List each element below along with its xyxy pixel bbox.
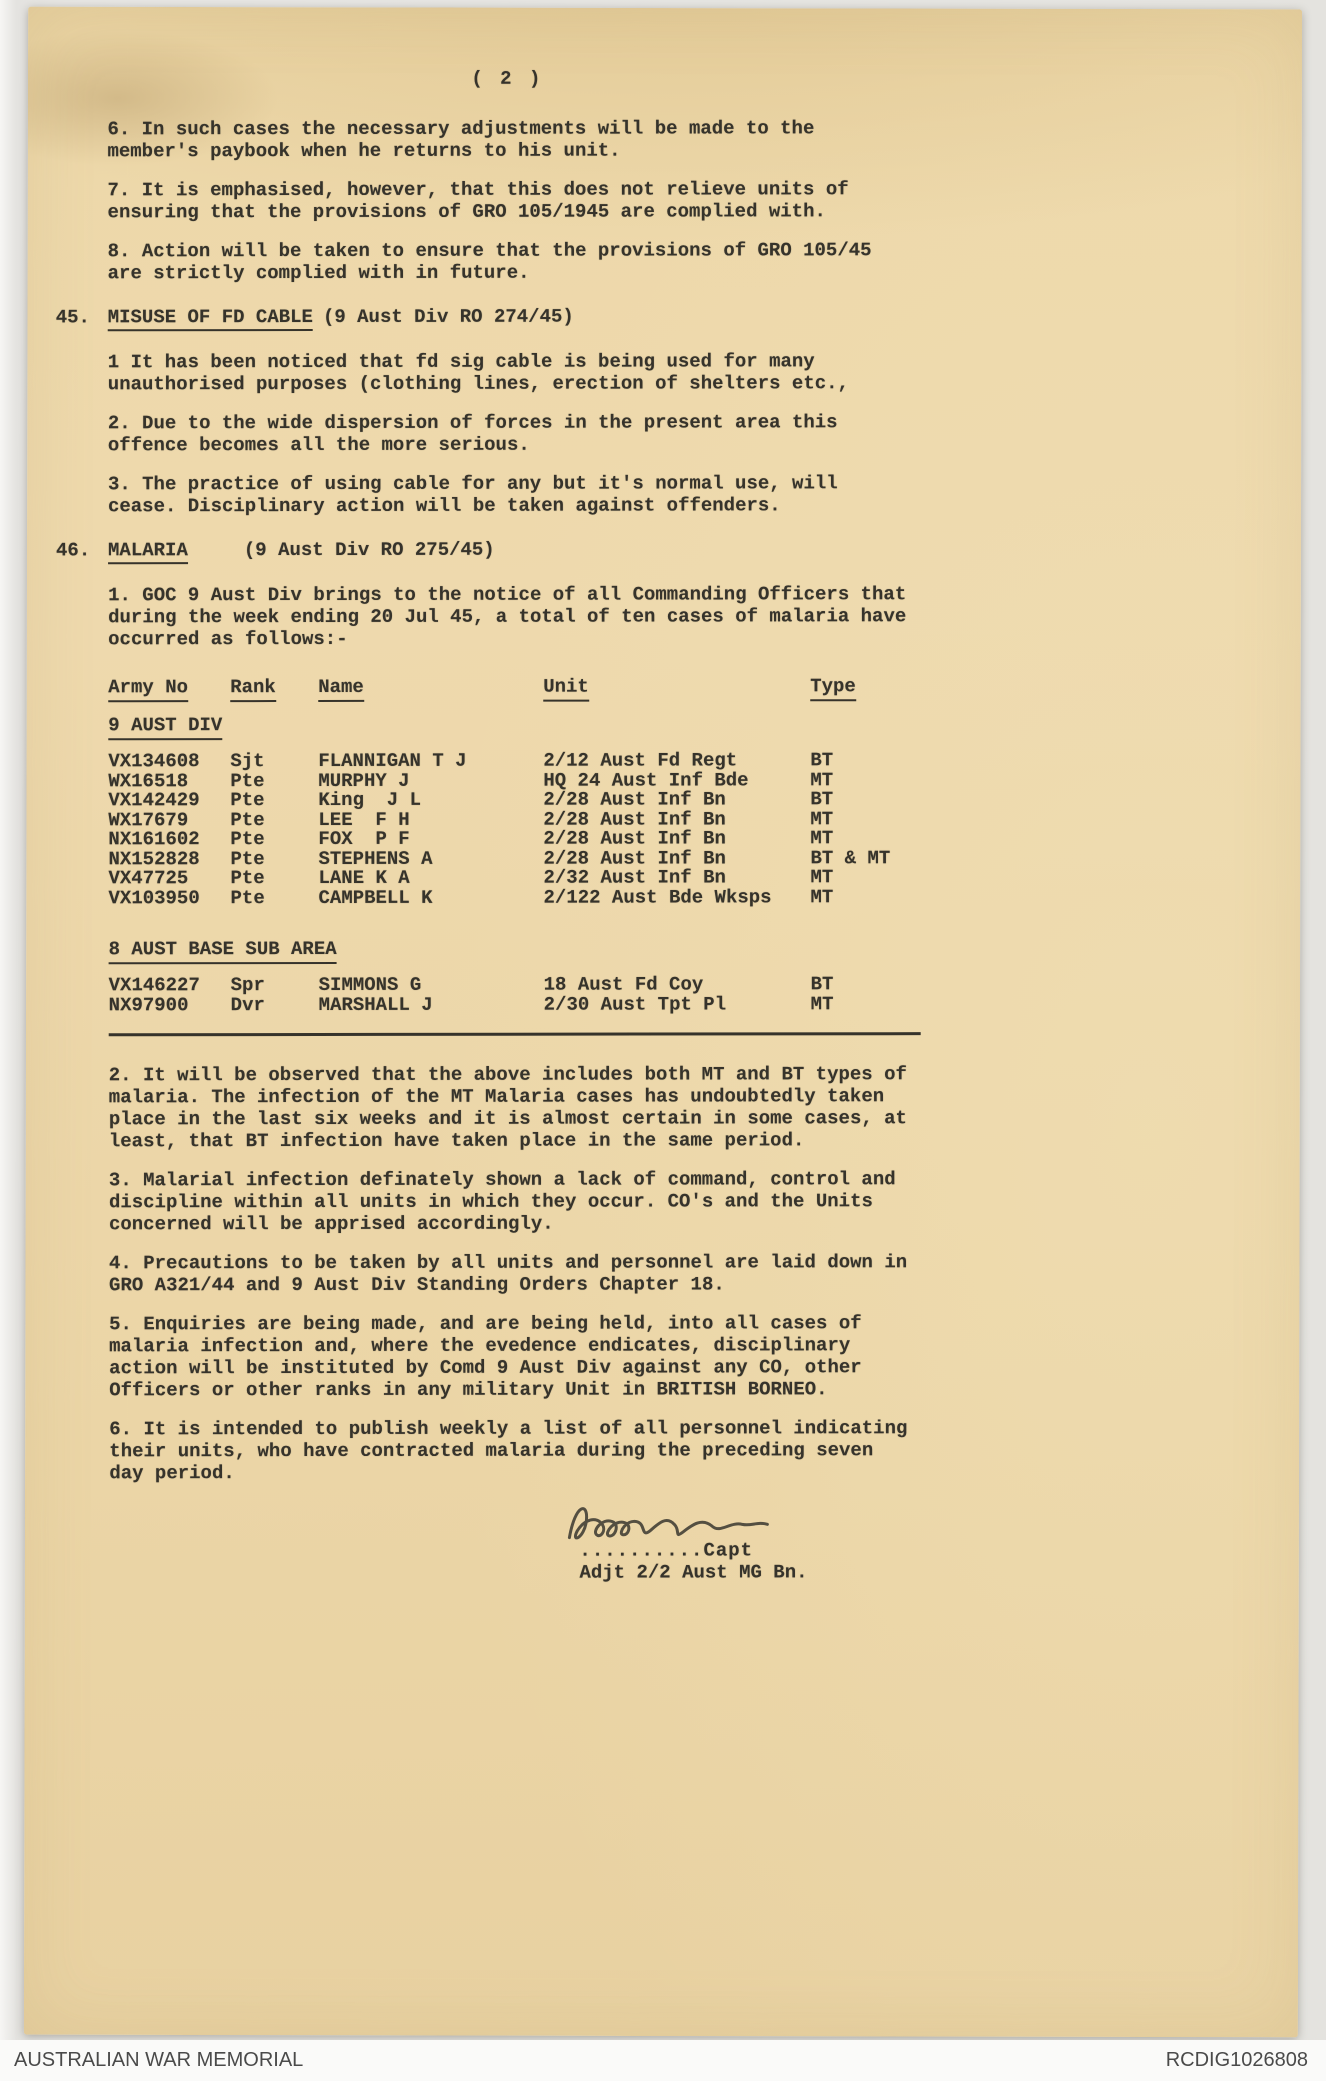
table-group-heading xyxy=(109,937,939,960)
unit: 2/28 Aust Inf Bn xyxy=(543,788,726,811)
name: MARSHALL J xyxy=(318,993,433,1016)
type: MT xyxy=(810,866,834,889)
section-46-heading xyxy=(56,538,938,564)
section-46-paragraph-4: 4. Precautions to be taken by all units and personnel are laid down in GRO A321/44 and 9 Aust Div Standing Orders Chapter 18. xyxy=(109,1251,908,1297)
section-45-title: MISUSE OF FD CABLE xyxy=(108,306,313,331)
army-no: WX17679 xyxy=(108,808,189,831)
type: MT xyxy=(810,885,834,908)
name: MURPHY J xyxy=(318,769,410,792)
section-45-paragraph-1: 1 It has been noticed that fd sig cable is being used for many unauthorised purposes (clothing lines, erection of shelters etc., xyxy=(107,350,849,396)
unit: 2/28 Aust Inf Bn xyxy=(543,827,726,850)
type: BT & MT xyxy=(810,846,891,869)
rank: Pte xyxy=(230,886,265,909)
table-row xyxy=(108,992,939,1016)
army-no: NX152828 xyxy=(108,847,200,870)
section-45-number: 45. xyxy=(55,306,90,329)
name: STEPHENS A xyxy=(318,847,433,870)
column-header-army-no: Army No xyxy=(108,676,188,702)
section-46-paragraph-6: 6. It is intended to publish weekly a list of all personnel indicating their units, who have contracted malaria during the preceding seven day period. xyxy=(109,1417,908,1485)
unit: 2/28 Aust Inf Bn xyxy=(543,846,726,870)
army-no: NX97900 xyxy=(108,993,189,1016)
army-no: WX16518 xyxy=(108,769,189,792)
unit: 2/12 Aust Fd Regt xyxy=(543,749,738,772)
type: BT xyxy=(810,788,834,811)
type: MT xyxy=(810,807,834,830)
unit: HQ 24 Aust Inf Bde xyxy=(543,768,749,792)
rank: Pte xyxy=(230,867,265,890)
table-row xyxy=(108,885,938,909)
section-46-paragraph-5: 5. Enquiries are being made, and are being held, into all cases of malaria infection and, where the evedence endicates, disciplinary action will be instituted by Comd 9 Aust Div against any CO, other Officers or other ranks in any military Unit in BRITISH BORNEO. xyxy=(109,1312,862,1402)
army-no: NX161602 xyxy=(108,828,200,851)
type: MT xyxy=(810,768,834,791)
unit: 2/28 Aust Inf Bn xyxy=(543,807,726,831)
unit: 2/122 Aust Bde Wksps xyxy=(543,885,772,909)
army-no: VX134608 xyxy=(108,750,200,773)
type: MT xyxy=(810,827,834,850)
section-46-paragraph-3: 3. Malarial infection definately shown a lack of command, control and discipline within all units in which they occur. CO's and the Units concerned will be apprised accordingly. xyxy=(108,1168,896,1236)
group-label-8-aust-base-sub-area: 8 AUST BASE SUB AREA xyxy=(109,938,337,964)
rank: Pte xyxy=(230,808,265,831)
rank: Pte xyxy=(230,769,265,792)
army-no: VX146227 xyxy=(108,974,200,997)
rank: Sjt xyxy=(230,750,265,773)
section-46-lead-paragraph: 1. GOC 9 Aust Div brings to the notice of all Commanding Officers that during the week ending 20 Jul 45, a total of ten cases of malaria have occurred as follows:- xyxy=(108,583,907,651)
section-46-title: MALARIA xyxy=(108,539,188,564)
name: LANE K A xyxy=(318,866,410,889)
archive-footer-bar xyxy=(0,2040,1326,2081)
column-header-name: Name xyxy=(318,676,364,702)
rank: Pte xyxy=(230,847,265,870)
name: FOX P F xyxy=(318,827,410,850)
name: SIMMONS G xyxy=(318,973,422,996)
name: LEE F H xyxy=(318,808,410,831)
table-bottom-rule xyxy=(109,1032,921,1036)
column-header-rank: Rank xyxy=(230,676,276,702)
unit: 2/30 Aust Tpt Pl xyxy=(543,992,727,1016)
paragraph-7: 7. It is emphasised, however, that this does not relieve units of ensuring that the provisions of GRO 105/1945 are complied with. xyxy=(107,178,849,224)
archive-name: AUSTRALIAN WAR MEMORIAL xyxy=(14,2049,304,2071)
section-45-reference: (9 Aust Div RO 274/45) xyxy=(322,305,574,328)
army-no: VX103950 xyxy=(108,886,200,909)
section-46-paragraph-2: 2. It will be observed that the above includes both MT and BT types of malaria. The infection of the MT Malaria cases has undoubtedly taken place in the last six weeks and it is almost certain in some cases, at least, that BT infection have taken place in the same period. xyxy=(108,1063,907,1153)
signature-block xyxy=(579,1539,939,1584)
typed-content xyxy=(55,67,939,1584)
army-no: VX142429 xyxy=(108,789,200,812)
signature-rank-line: ..........Capt xyxy=(579,1539,754,1562)
unit: 18 Aust Fd Coy xyxy=(543,973,704,996)
section-45-paragraph-2: 2. Due to the wide dispersion of forces in the present area this offence becomes all the more serious. xyxy=(107,411,838,457)
table-header-row xyxy=(108,675,938,702)
name: King J L xyxy=(318,788,422,811)
unit: 2/32 Aust Inf Bn xyxy=(543,866,726,889)
type: BT xyxy=(810,973,834,996)
scanned-document-page xyxy=(24,7,1302,2038)
section-46-reference: (9 Aust Div RO 275/45) xyxy=(243,538,495,562)
type: BT xyxy=(810,749,834,772)
paragraph-6: 6. In such cases the necessary adjustments will be made to the member's paybook when he returns to his unit. xyxy=(107,117,815,163)
rank: Pte xyxy=(230,828,265,851)
name: CAMPBELL K xyxy=(318,886,433,909)
signature-title-line: Adjt 2/2 Aust MG Bn. xyxy=(579,1561,808,1584)
type: MT xyxy=(810,992,834,1015)
rank: Pte xyxy=(230,789,265,812)
table-group-heading xyxy=(108,713,938,736)
section-45-paragraph-3: 3. The practice of using cable for any but it's normal use, will cease. Disciplinary action will be taken against offenders. xyxy=(107,472,838,518)
column-header-unit: Unit xyxy=(543,676,589,702)
handwritten-signature xyxy=(561,1493,791,1557)
column-header-type: Type xyxy=(810,675,856,701)
army-no: VX47725 xyxy=(108,867,189,890)
group-label-9-aust-div: 9 AUST DIV xyxy=(108,714,222,740)
archive-reference-id: RCDIG1026808 xyxy=(1165,2049,1308,2071)
rank: Spr xyxy=(230,974,265,997)
page-number: ( 2 ) xyxy=(471,67,544,90)
paragraph-8: 8. Action will be taken to ensure that the provisions of GRO 105/45 are strictly complied with in future. xyxy=(107,239,872,285)
rank: Dvr xyxy=(230,993,265,1016)
section-46-number: 46. xyxy=(56,539,91,562)
section-45-heading xyxy=(55,305,938,331)
malaria-cases-table xyxy=(108,675,939,1036)
name: FLANNIGAN T J xyxy=(318,749,467,772)
